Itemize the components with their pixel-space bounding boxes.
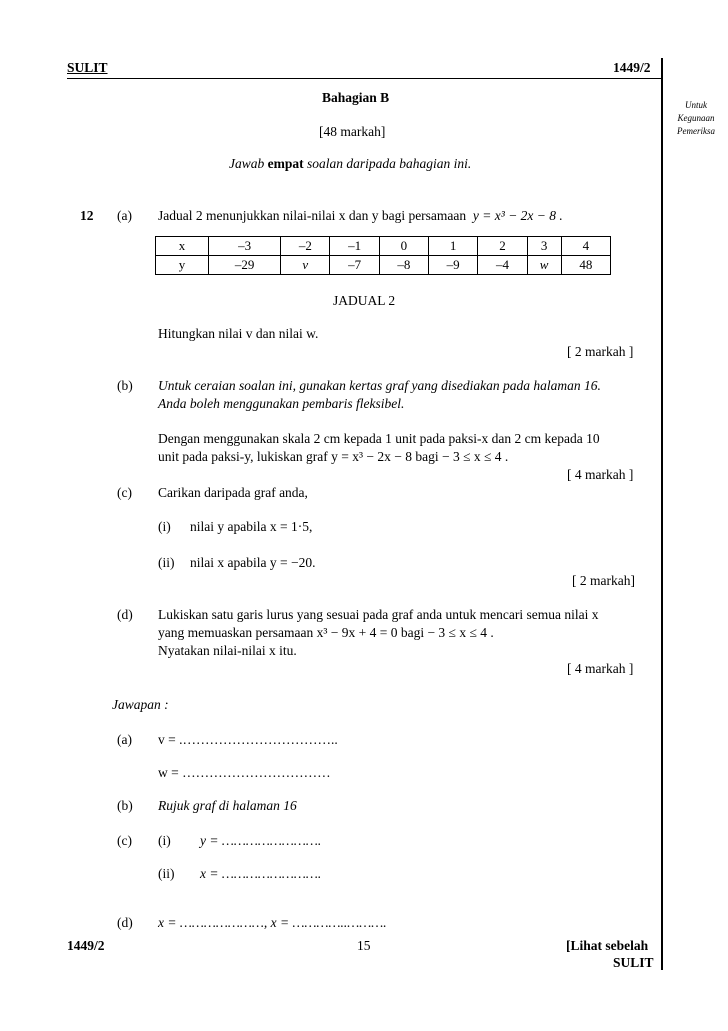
part-c-ii-label: (ii)	[158, 555, 175, 570]
table-cell: –29	[209, 256, 281, 275]
footer-sulit: SULIT	[613, 955, 654, 970]
header-code: 1449/2	[613, 60, 651, 75]
answer-a-v: v = .……………………………..	[158, 732, 338, 747]
table-cell: 4	[561, 237, 610, 256]
part-d-line-3: Nyatakan nilai-nilai x itu.	[158, 643, 297, 658]
part-b-note-2: Anda boleh menggunakan pembaris fleksibel.	[158, 396, 405, 411]
table-cell: 1	[429, 237, 478, 256]
table-cell: –3	[209, 237, 281, 256]
values-table	[155, 236, 611, 275]
table-cell: 2	[478, 237, 527, 256]
answer-a-label: (a)	[117, 732, 132, 747]
question-number: 12	[80, 208, 94, 223]
part-a-marks: [ 2 markah ]	[567, 344, 634, 359]
part-b-label: (b)	[117, 378, 133, 393]
answer-b-text: Rujuk graf di halaman 16	[158, 798, 297, 813]
part-d-line-1: Lukiskan satu garis lurus yang sesuai pada graf anda untuk mencari semua nilai x	[158, 607, 599, 622]
part-c-i-text: nilai y apabila x = 1·5,	[190, 519, 313, 534]
table-cell: 0	[379, 237, 428, 256]
answer-b-label: (b)	[117, 798, 133, 813]
answer-d-label: (d)	[117, 915, 133, 930]
header-rule	[67, 78, 661, 79]
answer-d-text: x = …………………, x = …………..……….	[158, 915, 387, 930]
part-a-label: (a)	[117, 208, 132, 223]
table-caption: JADUAL 2	[333, 293, 396, 308]
part-a-intro: Jadual 2 menunjukkan nilai-nilai x dan y bagi persamaan y = x³ − 2x − 8 .	[158, 208, 563, 223]
header-sulit: SULIT	[67, 60, 108, 75]
answer-c-ii: x = …………………….	[200, 866, 322, 881]
table-cell: –1	[330, 237, 379, 256]
footer-next-page: [Lihat sebelah	[566, 938, 649, 953]
part-c-i-label: (i)	[158, 519, 171, 534]
part-a-task: Hitungkan nilai v dan nilai w.	[158, 326, 319, 341]
answer-c-i-label: (i)	[158, 833, 171, 848]
part-b-marks: [ 4 markah ]	[567, 467, 634, 482]
margin-note-3: Pemeriksa	[677, 126, 715, 136]
footer-code: 1449/2	[67, 938, 105, 953]
margin-note-1: Untuk	[685, 100, 707, 110]
table-cell: –2	[281, 237, 330, 256]
table-cell: 48	[561, 256, 610, 275]
part-c-label: (c)	[117, 485, 132, 500]
table-row-y	[156, 256, 611, 275]
part-b-line-1: Dengan menggunakan skala 2 cm kepada 1 unit pada paksi-x dan 2 cm kepada 10	[158, 431, 600, 446]
examiner-margin-line	[661, 58, 663, 970]
part-d-marks: [ 4 markah ]	[567, 661, 634, 676]
table-cell: v	[281, 256, 330, 275]
section-title: Bahagian B	[322, 90, 390, 105]
table-cell: –7	[330, 256, 379, 275]
table-cell: –4	[478, 256, 527, 275]
answer-c-label: (c)	[117, 833, 132, 848]
margin-note-2: Kegunaan	[677, 113, 715, 123]
table-row-x	[156, 237, 611, 256]
part-c-marks: [ 2 markah]	[572, 573, 635, 588]
answer-a-w: w = ……………………………	[158, 765, 331, 780]
table-cell: –9	[429, 256, 478, 275]
part-c-ii-text: nilai x apabila y = −20.	[190, 555, 316, 570]
table-cell: –8	[379, 256, 428, 275]
table-cell: x	[156, 237, 209, 256]
part-d-line-2: yang memuaskan persamaan x³ − 9x + 4 = 0 bagi − 3 ≤ x ≤ 4 .	[158, 625, 494, 640]
answers-heading: Jawapan :	[112, 697, 169, 712]
table-cell: w	[527, 256, 561, 275]
section-instruction: Jawab empat soalan daripada bahagian ini.	[229, 156, 472, 171]
page-number: 15	[357, 938, 371, 953]
part-b-line-2: unit pada paksi-y, lukiskan graf y = x³ − 2x − 8 bagi − 3 ≤ x ≤ 4 .	[158, 449, 509, 464]
part-c-text: Carikan daripada graf anda,	[158, 485, 308, 500]
table-cell: y	[156, 256, 209, 275]
section-marks: [48 markah]	[319, 124, 386, 139]
answer-c-i: y = …………………….	[200, 833, 322, 848]
part-b-note-1: Untuk ceraian soalan ini, gunakan kertas graf yang disediakan pada halaman 16.	[158, 378, 601, 393]
part-d-label: (d)	[117, 607, 133, 622]
answer-c-ii-label: (ii)	[158, 866, 175, 881]
table-cell: 3	[527, 237, 561, 256]
